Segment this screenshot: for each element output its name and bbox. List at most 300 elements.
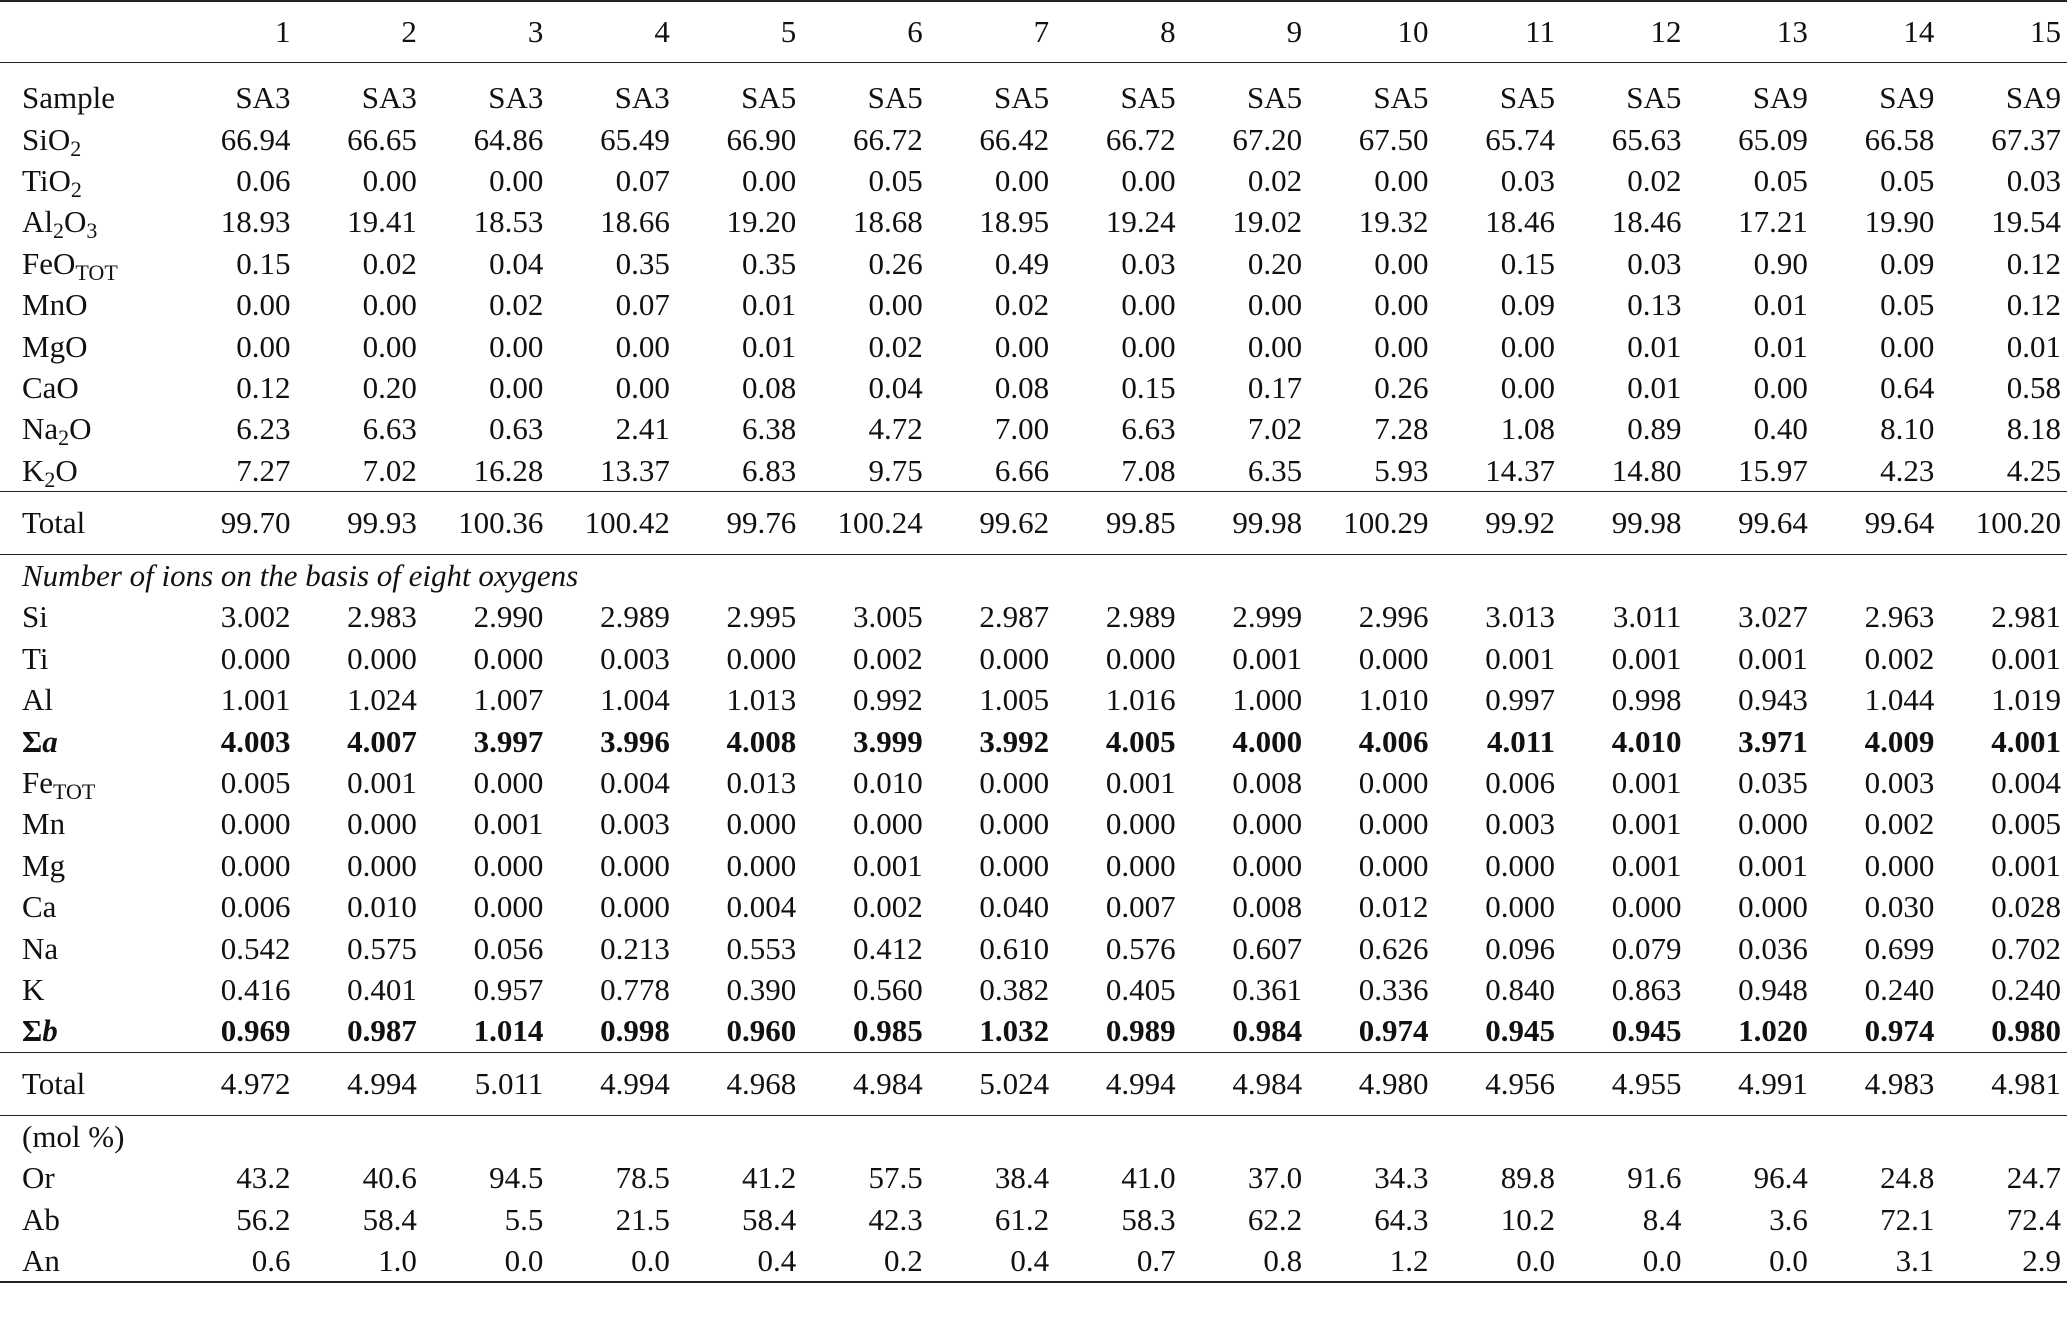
cell-value: 0.00 <box>489 162 544 198</box>
cell-value: 4.972 <box>170 1052 296 1115</box>
cell-value: 43.2 <box>236 1160 291 1196</box>
cell-value: 0.00 <box>1247 287 1303 323</box>
cell-value: 1.019 <box>1991 682 2061 718</box>
cell-value: 8.10 <box>1880 411 1935 447</box>
cell-value: 0.998 <box>1611 682 1682 718</box>
row-label <box>0 284 170 325</box>
cell-value: 0.00 <box>615 369 670 405</box>
cell-value: 0.03 <box>1500 162 1555 198</box>
label-base: Si <box>22 599 48 635</box>
cell-value: 0.00 <box>742 162 797 198</box>
cell-value: 66.65 <box>347 121 417 157</box>
cell-value: 100.20 <box>1940 491 2067 554</box>
cell-value: 64.86 <box>473 121 544 157</box>
cell-value: 0.58 <box>2006 369 2061 405</box>
sample-row <box>0 63 2067 119</box>
cell-value: 0.01 <box>1627 328 1682 364</box>
cell-value: 0.000 <box>600 847 670 883</box>
cell-value: 0.943 <box>1738 682 1808 718</box>
cell-value: 8.18 <box>2006 411 2061 447</box>
cell-value: 0.7 <box>1055 1240 1181 1282</box>
cell-value: 4.009 <box>1864 723 1935 759</box>
cell-value: 2.990 <box>473 599 544 635</box>
cell-value: 0.960 <box>726 1013 797 1049</box>
cell-value: 4.955 <box>1561 1052 1687 1115</box>
cell-value: 0.00 <box>994 162 1050 198</box>
cell-value: 0.000 <box>1105 640 1176 676</box>
cell-value: 19.02 <box>1232 204 1303 240</box>
cell-value: 18.46 <box>1485 204 1555 240</box>
row-label <box>0 803 170 844</box>
cell-value: 0.001 <box>1611 806 1682 842</box>
cell-value: 0.04 <box>868 369 923 405</box>
cell-value: 99.92 <box>1435 491 1561 554</box>
cell-value: 6.35 <box>1247 452 1303 488</box>
cell-value: 65.09 <box>1738 121 1808 157</box>
row-label: Total <box>0 491 170 554</box>
label-base: FeO <box>22 245 76 281</box>
cell-value: 72.4 <box>2006 1201 2061 1237</box>
cell-value: 0.03 <box>1121 245 1176 281</box>
cell-value: 56.2 <box>236 1201 291 1237</box>
cell-value: 0.040 <box>979 889 1050 925</box>
cell-value: 0.002 <box>852 889 923 925</box>
cell-value: 0.001 <box>1611 847 1682 883</box>
endmember-row <box>0 1240 2067 1282</box>
cell-value: 18.53 <box>473 204 544 240</box>
cell-value: 0.001 <box>473 806 544 842</box>
cell-value: 0.0 <box>1687 1240 1813 1282</box>
cell-value: 0.056 <box>473 930 544 966</box>
cell-value: SA3 <box>170 63 296 119</box>
cell-value: 4.956 <box>1435 1052 1561 1115</box>
cell-value: 0.000 <box>726 640 797 676</box>
cell-value: 2.9 <box>1940 1240 2067 1282</box>
cell-value: 66.90 <box>726 121 797 157</box>
cell-value: 1.013 <box>726 682 797 718</box>
cell-value: 0.013 <box>726 765 797 801</box>
cell-value: 0.01 <box>1753 328 1808 364</box>
oxide-row <box>0 450 2067 492</box>
row-label <box>0 927 170 968</box>
cell-value: 19.54 <box>1991 204 2061 240</box>
cell-value: 65.49 <box>600 121 670 157</box>
cell-value: 91.6 <box>1627 1160 1682 1196</box>
cell-value: 0.20 <box>1247 245 1303 281</box>
cell-value: 0.12 <box>236 369 291 405</box>
cell-value: SA5 <box>1435 63 1561 119</box>
label-base: Na <box>22 411 59 447</box>
cell-value: 18.68 <box>852 204 923 240</box>
cell-value: 0.8 <box>1182 1240 1308 1282</box>
row-label <box>0 325 170 366</box>
endmember-row <box>0 1198 2067 1239</box>
cell-value: 0.20 <box>362 369 417 405</box>
cell-value: 62.2 <box>1247 1201 1303 1237</box>
cell-value: 0.000 <box>979 847 1050 883</box>
column-number-3: 3 <box>423 1 549 63</box>
cell-value: 0.09 <box>1500 287 1555 323</box>
cell-value: 0.00 <box>1374 287 1429 323</box>
cell-value: 0.06 <box>236 162 291 198</box>
cell-value: 0.00 <box>1121 287 1176 323</box>
cell-value: 1.032 <box>979 1013 1050 1049</box>
cell-value: 37.0 <box>1247 1160 1303 1196</box>
cell-value: 4.23 <box>1880 452 1935 488</box>
label-base: Mg <box>22 847 66 883</box>
label-base: CaO <box>22 369 79 405</box>
row-label <box>0 408 170 449</box>
cell-value: 0.778 <box>600 972 670 1007</box>
oxide-row <box>0 118 2067 159</box>
column-number-7: 7 <box>929 1 1055 63</box>
cell-value: 100.29 <box>1308 491 1434 554</box>
cell-value: 0.0 <box>1561 1240 1687 1282</box>
cell-value: 0.00 <box>489 328 544 364</box>
cell-value: 1.007 <box>473 682 544 718</box>
cell-value: 0.00 <box>1247 328 1303 364</box>
cell-value: 13.37 <box>600 452 670 488</box>
cell-value: 0.001 <box>1232 640 1303 676</box>
cell-value: 6.23 <box>236 411 291 447</box>
cell-value: 0.401 <box>347 972 417 1007</box>
cell-value: 0.00 <box>362 287 417 323</box>
column-number-2: 2 <box>296 1 422 63</box>
cell-value: 89.8 <box>1500 1160 1555 1196</box>
cell-value: 0.90 <box>1753 245 1808 281</box>
cell-value: 21.5 <box>615 1201 670 1237</box>
cell-value: 4.981 <box>1940 1052 2067 1115</box>
cell-value: 0.001 <box>1611 765 1682 801</box>
row-label: An <box>0 1240 170 1282</box>
label-base: K <box>22 452 45 488</box>
cell-value: 94.5 <box>489 1160 544 1196</box>
cell-value: 2.981 <box>1991 599 2061 635</box>
cell-value: 0.15 <box>1500 245 1555 281</box>
cell-value: 0.003 <box>1864 765 1935 801</box>
cell-value: 3.027 <box>1738 599 1808 635</box>
cell-value: 0.12 <box>2006 245 2061 281</box>
cell-value: 4.011 <box>1486 723 1555 759</box>
cell-value: 15.97 <box>1738 452 1808 488</box>
cell-value: 0.948 <box>1738 972 1808 1007</box>
column-number-14: 14 <box>1814 1 1940 63</box>
cell-value: 66.72 <box>1105 121 1176 157</box>
cell-value: 0.07 <box>615 287 670 323</box>
cell-value: 0.05 <box>1880 162 1935 198</box>
cell-value: 0.000 <box>1738 806 1808 842</box>
cell-value: 0.00 <box>362 162 417 198</box>
cell-value: 0.01 <box>742 287 797 323</box>
cell-value: 99.76 <box>676 491 802 554</box>
cell-value: 66.94 <box>220 121 291 157</box>
column-number-11: 11 <box>1435 1 1561 63</box>
cell-value: 0.000 <box>1485 847 1555 883</box>
cell-value: 4.005 <box>1105 723 1176 759</box>
cell-value: 0.001 <box>1738 640 1808 676</box>
cell-value: 0.000 <box>220 847 291 883</box>
cell-value: 3.999 <box>852 723 923 759</box>
cell-value: 0.096 <box>1485 930 1555 966</box>
cell-value: 3.013 <box>1485 599 1555 635</box>
column-number-9: 9 <box>1182 1 1308 63</box>
cell-value: 4.994 <box>549 1052 675 1115</box>
label-subscript: TOT <box>53 779 96 805</box>
cell-value: 4.994 <box>1055 1052 1181 1115</box>
cell-value: 4.003 <box>220 723 291 759</box>
label-base: Na <box>22 930 59 966</box>
cell-value: 0.35 <box>742 245 797 281</box>
cell-value: 0.840 <box>1485 972 1555 1007</box>
cell-value: SA5 <box>1182 63 1308 119</box>
label-subscript: 2 <box>70 176 82 202</box>
cell-value: 0.64 <box>1880 369 1935 405</box>
row-label <box>0 243 170 284</box>
cell-value: 1.0 <box>296 1240 422 1282</box>
cell-value: 7.02 <box>362 452 417 488</box>
mol-percent-row <box>0 1115 2067 1157</box>
label-base: MgO <box>22 328 88 364</box>
cell-value: 64.3 <box>1374 1201 1429 1237</box>
cell-value: 0.010 <box>347 889 417 925</box>
cell-value: 24.7 <box>2006 1160 2061 1196</box>
cell-value: 19.24 <box>1105 204 1176 240</box>
cell-value: 0.405 <box>1105 972 1176 1007</box>
row-label: Sample <box>0 63 170 119</box>
label-subscript: 2 <box>58 425 70 451</box>
cell-value: 0.2 <box>802 1240 928 1282</box>
cell-value: 0.000 <box>1358 765 1429 801</box>
cell-value: 0.390 <box>726 972 797 1007</box>
cell-value: 0.003 <box>1485 806 1555 842</box>
cell-value: 4.968 <box>676 1052 802 1115</box>
cell-value: 1.016 <box>1105 682 1176 718</box>
cell-value: 0.000 <box>220 640 291 676</box>
cell-value: 0.00 <box>1374 162 1429 198</box>
cell-value: 0.04 <box>489 245 544 281</box>
cell-value: 0.000 <box>473 847 544 883</box>
cell-value: 0.006 <box>220 889 291 925</box>
ions-note: Number of ions on the basis of eight oxygens <box>0 554 2067 596</box>
row-label <box>0 450 170 492</box>
sum-a-row <box>0 720 2067 761</box>
cell-value: 99.93 <box>296 491 422 554</box>
ion-row <box>0 927 2067 968</box>
cell-value: 0.00 <box>1121 328 1176 364</box>
cell-value: 4.001 <box>1991 723 2061 759</box>
cell-value: 0.4 <box>929 1240 1055 1282</box>
cell-value: 18.66 <box>600 204 670 240</box>
cell-value: 0.000 <box>220 806 291 842</box>
cell-value: 0.02 <box>362 245 417 281</box>
cell-value: SA3 <box>423 63 549 119</box>
cell-value: 6.83 <box>742 452 797 488</box>
cell-value: 0.000 <box>979 640 1050 676</box>
row-label <box>0 886 170 927</box>
cell-value: 0.000 <box>979 765 1050 801</box>
ion-row <box>0 886 2067 927</box>
cell-value: 0.4 <box>676 1240 802 1282</box>
cell-value: 41.0 <box>1121 1160 1176 1196</box>
column-number-13: 13 <box>1687 1 1813 63</box>
cell-value: 3.971 <box>1738 723 1808 759</box>
cell-value: 0.974 <box>1864 1013 1935 1049</box>
cell-value: 0.000 <box>347 806 417 842</box>
oxide-row <box>0 201 2067 242</box>
cell-value: 0.00 <box>868 287 923 323</box>
label-subscript: 2 <box>44 466 56 492</box>
cell-value: 0.004 <box>1991 765 2061 801</box>
label-tail: O <box>69 411 92 447</box>
cell-value: 2.999 <box>1232 599 1303 635</box>
label-base: Al <box>22 682 53 718</box>
cell-value: 4.25 <box>2006 452 2061 488</box>
ion-row <box>0 679 2067 720</box>
cell-value: 4.984 <box>1182 1052 1308 1115</box>
cell-value: 2.987 <box>979 599 1050 635</box>
cell-value: 0.001 <box>1991 640 2061 676</box>
cell-value: 0.000 <box>979 806 1050 842</box>
cell-value: 99.70 <box>170 491 296 554</box>
cell-value: 0.000 <box>1738 889 1808 925</box>
cell-value: 0.13 <box>1627 287 1682 323</box>
label-subscript: 2 <box>53 218 64 244</box>
ion-row <box>0 762 2067 803</box>
cell-value: 18.95 <box>979 204 1050 240</box>
cell-value: 0.17 <box>1247 369 1303 405</box>
row-label <box>0 596 170 637</box>
cell-value: 7.28 <box>1374 411 1429 447</box>
cell-value: 0.000 <box>1105 806 1176 842</box>
cell-value: 0.001 <box>1105 765 1176 801</box>
cell-value: 0.361 <box>1232 972 1303 1007</box>
cell-value: 58.4 <box>742 1201 797 1237</box>
ions-note-row <box>0 554 2067 596</box>
cell-value: 58.4 <box>362 1201 417 1237</box>
cell-value: 0.004 <box>726 889 797 925</box>
cell-value: 67.20 <box>1232 121 1303 157</box>
row-label <box>0 679 170 720</box>
cell-value: 0.002 <box>852 640 923 676</box>
label-tail: O <box>64 204 87 240</box>
oxide-row <box>0 160 2067 201</box>
cell-value: 4.010 <box>1611 723 1682 759</box>
label-base: MnO <box>22 287 88 323</box>
cell-value: 0.382 <box>979 972 1050 1007</box>
cell-value: SA9 <box>1687 63 1813 119</box>
cell-value: 96.4 <box>1753 1160 1808 1196</box>
cell-value: 9.75 <box>868 452 923 488</box>
cell-value: 0.240 <box>1991 972 2061 1007</box>
cell-value: 18.46 <box>1611 204 1682 240</box>
cell-value: 99.85 <box>1055 491 1181 554</box>
cell-value: 40.6 <box>362 1160 417 1196</box>
cell-value: 0.15 <box>1121 369 1176 405</box>
cell-value: 0.001 <box>1485 640 1555 676</box>
cell-value: 0.000 <box>347 640 417 676</box>
cell-value: 2.995 <box>726 599 797 635</box>
cell-value: 6.38 <box>742 411 797 447</box>
cell-value: 0.08 <box>994 369 1050 405</box>
cell-value: 0.000 <box>726 847 797 883</box>
cell-value: 19.41 <box>347 204 417 240</box>
cell-value: 0.03 <box>2006 162 2061 198</box>
cell-value: SA9 <box>1940 63 2067 119</box>
cell-value: 0.08 <box>742 369 797 405</box>
cell-value: 0.00 <box>1374 245 1429 281</box>
cell-value: 7.00 <box>994 411 1050 447</box>
cell-value: 2.963 <box>1864 599 1935 635</box>
column-number-15: 15 <box>1940 1 2067 63</box>
cell-value: 0.005 <box>220 765 291 801</box>
cell-value: 0.000 <box>1611 889 1682 925</box>
cell-value: 0.00 <box>1753 369 1808 405</box>
cell-value: 0.030 <box>1864 889 1935 925</box>
cell-value: 0.002 <box>1864 806 1935 842</box>
cell-value: 0.035 <box>1738 765 1808 801</box>
label-base: K <box>22 972 45 1007</box>
cell-value: 0.001 <box>1611 640 1682 676</box>
cell-value: 0.980 <box>1991 1013 2061 1049</box>
label-base: TiO <box>22 162 71 198</box>
cell-value: 0.02 <box>994 287 1050 323</box>
header-corner <box>0 1 170 63</box>
cell-value: 0.0 <box>1435 1240 1561 1282</box>
cell-value: 0.006 <box>1485 765 1555 801</box>
ion-row <box>0 638 2067 679</box>
row-label <box>0 118 170 159</box>
cell-value: 0.007 <box>1105 889 1176 925</box>
cell-value: SA5 <box>1561 63 1687 119</box>
cell-value: 3.002 <box>220 599 291 635</box>
label-base: Ca <box>22 889 57 925</box>
cell-value: 0.002 <box>1864 640 1935 676</box>
sigma-symbol: Σ <box>22 1013 43 1049</box>
ion-row <box>0 803 2067 844</box>
label-base: SiO <box>22 121 71 157</box>
column-number-6: 6 <box>802 1 928 63</box>
cell-value: 0.01 <box>742 328 797 364</box>
cell-value: 0.576 <box>1105 930 1176 966</box>
cell-value: 0.987 <box>347 1013 417 1049</box>
cell-value: 0.000 <box>726 806 797 842</box>
cell-value: 0.542 <box>220 930 291 966</box>
cell-value: 18.93 <box>220 204 291 240</box>
cell-value: 0.001 <box>347 765 417 801</box>
cell-value: 0.000 <box>1358 640 1429 676</box>
row-label: Or <box>22 1160 55 1196</box>
oxide-row <box>0 325 2067 366</box>
column-number-1: 1 <box>170 1 296 63</box>
cell-value: 0.997 <box>1485 682 1555 718</box>
cell-value: 16.28 <box>473 452 544 488</box>
cell-value: 1.005 <box>979 682 1050 718</box>
cell-value: 0.000 <box>1485 889 1555 925</box>
cell-value: 1.044 <box>1864 682 1935 718</box>
cell-value: 1.001 <box>220 682 291 718</box>
column-number-4: 4 <box>549 1 675 63</box>
cell-value: 3.996 <box>600 723 670 759</box>
cell-value: 100.24 <box>802 491 928 554</box>
cell-value: 0.15 <box>236 245 291 281</box>
row-label: Total <box>0 1052 170 1115</box>
cell-value: 0.240 <box>1864 972 1935 1007</box>
cell-value: 3.6 <box>1769 1201 1808 1237</box>
cell-value: 65.63 <box>1611 121 1682 157</box>
cell-value: 19.32 <box>1358 204 1429 240</box>
cell-value: 4.006 <box>1358 723 1429 759</box>
cell-value: SA3 <box>549 63 675 119</box>
